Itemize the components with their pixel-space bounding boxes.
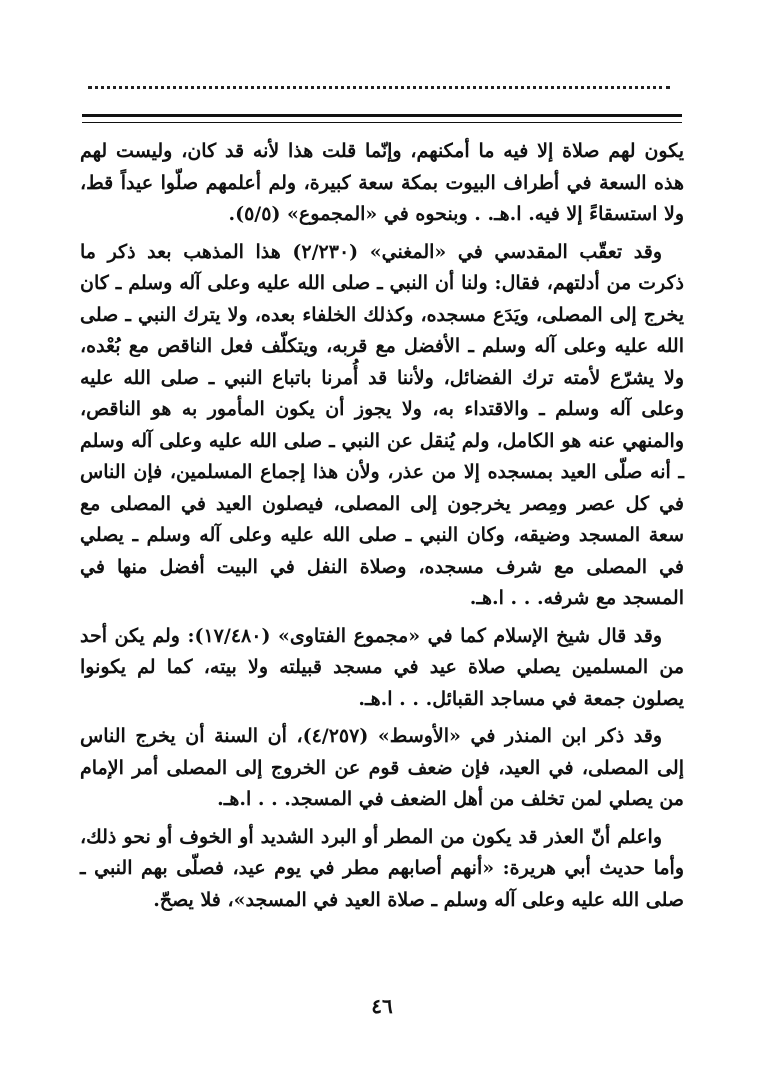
paragraph-awsat-quote: وقد ذكر ابن المنذر في «الأوسط» (٤/٢٥٧)، أن السنة أن يخرج الناس إلى المصلى، في العيد، فإن ضعف قوم عن الخروج إلى المصلى أمر الإمام من يصلي لمن تخلف من أهل الضعف في المسجد. . . ا.هـ. [80, 725, 684, 810]
paragraph-excuse: واعلم أنّ العذر قد يكون من المطر أو البرد الشديد أو الخوف أو نحو ذلك، وأما حديث أبي هريرة: «أنهم أصابهم مطر في يوم عيد، فصلّى بهم النبي ـ صلى الله عليه وعلى آله وسلم ـ صلاة العيد في المسجد»، فلا يصحّ. [80, 825, 684, 911]
paragraph-mughni-quote: وقد تعقّب المقدسي في «المغني» (٢/٢٣٠) هذا المذهب بعد ذكر ما ذكرت من أدلتهم، فقال: ولنا أن النبي ـ صلى الله عليه وعلى آله وسلم ـ كان يخرج إلى المصلى، ويَدَع مسجده، وكذلك الخلفاء بعده، ولا يترك النبي ـ صلى الله عليه وعلى آله وسلم ـ الأفضل مع قربه، ويتكلّف فعل الناقص مع بُعْده، ولا يشرّع لأمته ترك الفضائل، ولأننا قد أُمرنا باتباع النبي ـ صلى الله عليه وعلى آله وسلم ـ والاقتداء به، ولا يجوز أن يكون المأمور به هو الناقص، والمنهي عنه هو الكامل، ولم يُنقل عن النبي ـ صلى الله عليه وعلى آله وسلم ـ أنه صلّى العيد بمسجده إلا من عذر، ولأن هذا إجماع المسلمين، فإن الناس في كل عصر ومِصر يخرجون إلى المصلى، فيصلون العيد في المصلى مع سعة المسجد وضيقه، وكان النبي ـ صلى الله عليه وعلى آله وسلم ـ يصلي في المصلى مع شرف مسجده، وصلاة النفل في البيت أفضل منها في المسجد مع شرفه. . . ا.هـ. [80, 240, 684, 609]
header-rule-thick [82, 114, 682, 117]
header-rule-thin [82, 122, 682, 123]
paragraph-continuation: يكون لهم صلاة إلا فيه ما أمكنهم، وإنّما قلت هذا لأنه قد كان، وليست لهم هذه السعة في أطراف البيوت بمكة سعة كبيرة، ولم أعلمهم صلّوا عيداً قط، ولا استسقاءً إلا فيه. ا.هـ. . وبنحوه في «المجموع» (٥/٥). [80, 140, 685, 225]
page-number: ٤٦ [371, 994, 393, 1018]
paragraph-fatawa-quote: وقد قال شيخ الإسلام كما في «مجموع الفتاوى» (١٧/٤٨٠): ولم يكن أحد من المسلمين يصلي صلاة عيد في مسجد قبيلته ولا بيته، كما لم يكونوا يصلون جمعة في مساجد القبائل. . . ا.هـ. [80, 624, 684, 710]
top-dotted-rule [88, 86, 670, 89]
page-body [80, 136, 684, 922]
